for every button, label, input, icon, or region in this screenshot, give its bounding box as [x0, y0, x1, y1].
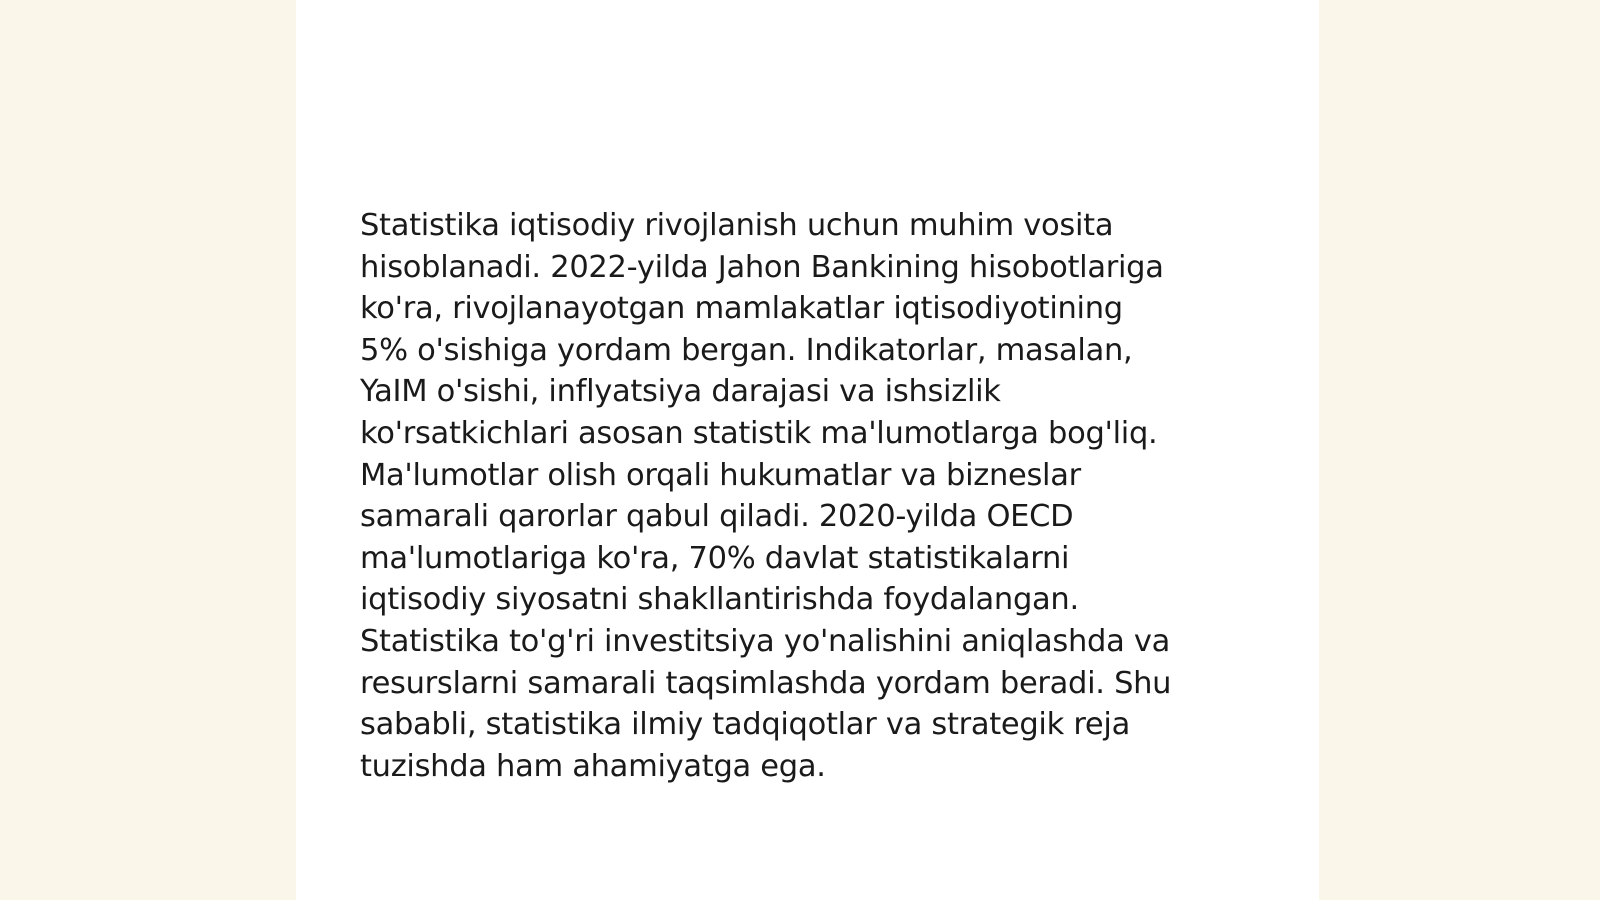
paragraph-line: Ma'lumotlar olish orqali hukumatlar va bizneslar [360, 457, 1081, 493]
paragraph-line: hisoblanadi. 2022-yilda Jahon Bankining hisobotlariga [360, 249, 1164, 285]
paragraph-line: samarali qarorlar qabul qiladi. 2020-yilda OECD [360, 499, 1074, 535]
paragraph-line: YaIM o'sishi, inflyatsiya darajasi va ishsizlik [360, 374, 1001, 410]
paragraph-line: ko'rsatkichlari asosan statistik ma'lumotlarga bog'liq. [360, 415, 1158, 451]
paragraph-line: ma'lumotlariga ko'ra, 70% davlat statistikalarni [360, 540, 1070, 576]
document-sheet [296, 0, 1319, 900]
paragraph-line: resurslarni samarali taqsimlashda yordam beradi. Shu [360, 665, 1172, 701]
paragraph-line: ko'ra, rivojlanayotgan mamlakatlar iqtisodiyotining [360, 291, 1123, 327]
body-paragraph [360, 205, 1260, 787]
paragraph-line: Statistika iqtisodiy rivojlanish uchun muhim vosita [360, 208, 1114, 243]
paragraph-line: iqtisodiy siyosatni shakllantirishda foydalangan. [360, 582, 1079, 618]
paragraph-line: sababli, statistika ilmiy tadqiqotlar va strategik reja [360, 707, 1130, 743]
paragraph-line: 5% o'sishiga yordam bergan. Indikatorlar, masalan, [360, 332, 1133, 368]
paragraph-line: Statistika to'g'ri investitsiya yo'nalishini aniqlashda va [360, 623, 1171, 659]
paragraph-line: tuzishda ham ahamiyatga ega. [360, 748, 826, 784]
